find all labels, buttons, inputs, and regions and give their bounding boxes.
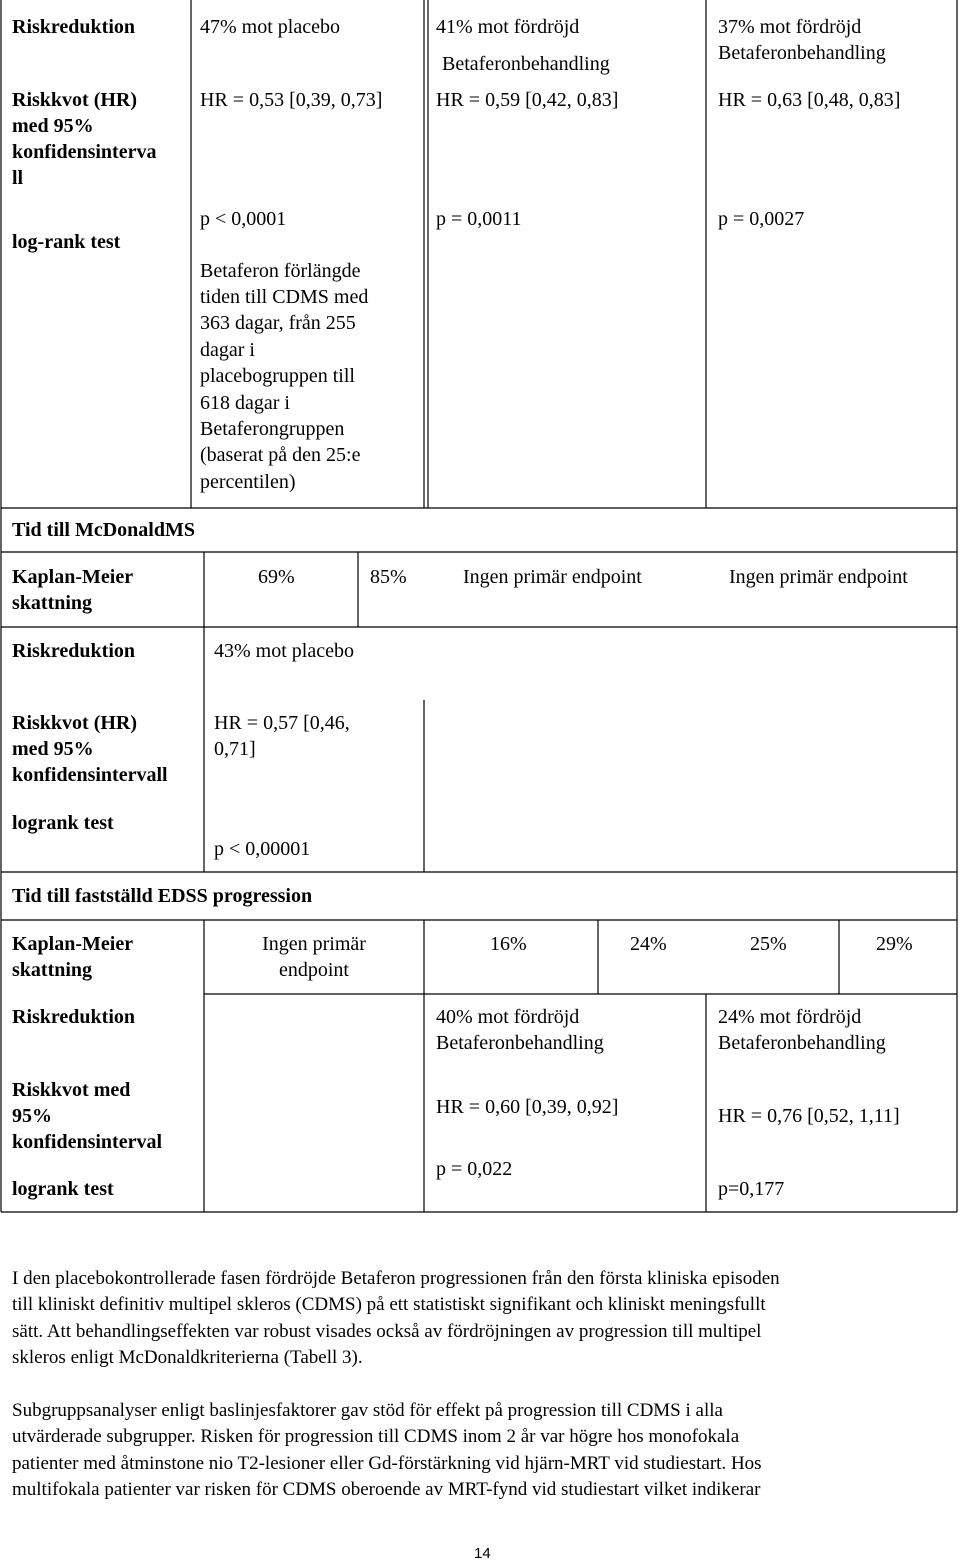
- section-title-edss: Tid till fastställd EDSS progression: [12, 885, 313, 907]
- km-label-line: skattning: [12, 592, 93, 614]
- hr-value-line: 0,71]: [214, 738, 256, 760]
- paragraph-line: skleros enligt McDonaldkriterierna (Tabell 3).: [12, 1346, 363, 1368]
- km-noendpoint-line: Ingen primär: [262, 933, 366, 955]
- hr-value-1: HR = 0,53 [0,39, 0,73]: [200, 89, 383, 111]
- riskreduktion-label: Riskreduktion: [12, 1006, 136, 1028]
- km-label-line: Kaplan-Meier: [12, 566, 134, 588]
- hr-label-line: med 95%: [12, 738, 94, 760]
- logrank-label: logrank test: [12, 812, 114, 834]
- logrank-label: log-rank test: [12, 231, 121, 253]
- km-value: 24%: [630, 933, 667, 955]
- riskreduktion-value-3-line1: 37% mot fördröjd: [718, 16, 862, 38]
- note-line: 363 dagar, från 255: [200, 312, 356, 334]
- paragraph-line: utvärderade subgrupper. Risken för progression till CDMS inom 2 år var högre hos monofokala: [12, 1426, 740, 1448]
- km-value: 16%: [490, 933, 527, 955]
- note-line: (baserat på den 25:e: [200, 444, 361, 466]
- hr-value-2: HR = 0,60 [0,39, 0,92]: [436, 1096, 619, 1118]
- km-value: Ingen primär endpoint: [729, 566, 908, 588]
- riskreduktion-value-3-line1: 24% mot fördröjd: [718, 1006, 862, 1028]
- paragraph-line: till kliniskt definitiv multipel skleros (CDMS) på ett statistiskt signifikant och kliniskt meningsfullt: [12, 1294, 766, 1316]
- page-number: 14: [474, 1545, 491, 1562]
- riskreduktion-label: Riskreduktion: [12, 16, 136, 38]
- p-value-2: p = 0,0011: [436, 208, 522, 230]
- hr-label-line: med 95%: [12, 115, 94, 137]
- hr-label-line: konfidensinterval: [12, 1131, 163, 1153]
- section-title-mcdonald: Tid till McDonaldMS: [12, 519, 195, 541]
- km-value: Ingen primär endpoint: [463, 566, 642, 588]
- paragraph-line: sätt. Att behandlingseffekten var robust visades också av fördröjningen av progression till multipel: [12, 1320, 762, 1342]
- p-value-3: p = 0,0027: [718, 208, 805, 230]
- km-value: 69%: [258, 566, 295, 588]
- p-value-3: p=0,177: [718, 1178, 785, 1200]
- hr-label-line: Riskkvot med: [12, 1079, 131, 1101]
- paragraph-2: [12, 1398, 942, 1503]
- p-value: p < 0,00001: [214, 838, 311, 860]
- note-line: dagar i: [200, 339, 255, 361]
- hr-value-2: HR = 0,59 [0,42, 0,83]: [436, 89, 619, 111]
- riskreduktion-value-2-line1: 40% mot fördröjd: [436, 1006, 580, 1028]
- riskreduktion-value-2-line1: 41% mot fördröjd: [436, 16, 580, 38]
- paragraph-line: multifokala patienter var risken för CDMS oberoende av MRT-fynd vid studiestart vilket indikerar: [12, 1478, 761, 1500]
- riskreduktion-value-1: 47% mot placebo: [200, 16, 340, 38]
- riskreduktion-value: 43% mot placebo: [214, 640, 354, 662]
- hr-label-line: ll: [12, 167, 24, 189]
- paragraph-line: Subgruppsanalyser enligt baslinjesfaktorer gav stöd för effekt på progression till CDMS i alla: [12, 1400, 723, 1421]
- riskreduktion-value-2-line2: Betaferonbehandling: [442, 53, 610, 75]
- hr-label-line: konfidensintervall: [12, 764, 168, 786]
- note-line: tiden till CDMS med: [200, 286, 369, 308]
- note-line: Betaferongruppen: [200, 418, 345, 440]
- logrank-label: logrank test: [12, 1178, 114, 1200]
- paragraph-line: I den placebokontrollerade fasen fördröjde Betaferon progressionen från den första kliniska episoden: [12, 1268, 780, 1289]
- km-noendpoint-line: endpoint: [279, 959, 349, 981]
- paragraph-1: [12, 1266, 942, 1371]
- km-value: 29%: [876, 933, 913, 955]
- p-value-1: p < 0,0001: [200, 208, 287, 230]
- hr-value-3: HR = 0,63 [0,48, 0,83]: [718, 89, 901, 111]
- riskreduktion-label: Riskreduktion: [12, 640, 136, 662]
- hr-label-line: 95%: [12, 1105, 52, 1127]
- paragraph-line: patienter med åtminstone nio T2-lesioner eller Gd-förstärkning vid hjärn-MRT vid studiestart. Hos: [12, 1452, 762, 1474]
- note-line: 618 dagar i: [200, 392, 290, 414]
- km-value: 85%: [370, 566, 407, 588]
- hr-value-line: HR = 0,57 [0,46,: [214, 712, 350, 734]
- note-line: placebogruppen till: [200, 365, 355, 387]
- km-value: 25%: [750, 933, 787, 955]
- p-value-2: p = 0,022: [436, 1158, 513, 1180]
- hr-label-line: konfidensinterva: [12, 141, 157, 163]
- riskreduktion-value-3-line2: Betaferonbehandling: [718, 42, 886, 64]
- hr-label-line: Riskkvot (HR): [12, 712, 138, 734]
- note-line: Betaferon förlängde: [200, 260, 361, 282]
- riskreduktion-value-2-line2: Betaferonbehandling: [436, 1032, 604, 1054]
- hr-label-line: Riskkvot (HR): [12, 89, 138, 111]
- riskreduktion-value-3-line2: Betaferonbehandling: [718, 1032, 886, 1054]
- hr-value-3: HR = 0,76 [0,52, 1,11]: [718, 1105, 900, 1127]
- note-line: percentilen): [200, 471, 296, 493]
- km-label-line: Kaplan-Meier: [12, 933, 134, 955]
- km-label-line: skattning: [12, 959, 93, 981]
